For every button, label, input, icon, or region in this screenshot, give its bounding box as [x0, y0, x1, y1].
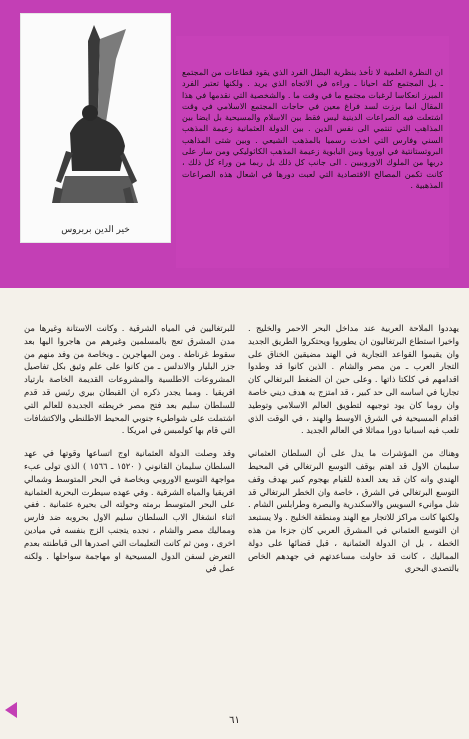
article-paragraph: للبرتغاليين في المياه الشرقية . وكانت الاستانة وغيرها من مدن المشرق تعج بالمسلمين وغيرهم من هاجروا اليها بعد سقوط غرناطة . ومن المهاجرين ـ وبخاصة من وفد منهم من جزر البليار والاندلس ـ من كانوا على علم وثيق بكل تفاصيل المشروعات الاطلسية والمشروعات القديمة الخاصة بارتياد افريقيا . ومما يجدر ذكره ان القبطان بيري رئيس قد قدم للسلطان سليم بعد فتح مصر خريطته الجديدة للعالم التي اشتملت على شواطيء جنوبي المحيط الاطلنطي والاكتشافات التي قام بها كولمبس في امريكا .	[24, 323, 235, 436]
intro-box	[176, 36, 449, 268]
photo-caption: خير الدين بربروس	[61, 225, 130, 235]
portrait-photo	[20, 13, 171, 243]
article-paragraph: وهناك من المؤشرات ما يدل على أن السلطان العثماني سليمان الاول قد اهتم بوقف التوسع البرتغالي في المحيط الهندي وانه كان قد يعد العدة للقيام بهجوم كبير يهدف وقف التوسع البرتغالي في الشرق ، خاصة وان الخطر البرتغالي قد شل موانيء السويس والاسكندرية والبصرة وطرابلس الشام . ولكنها كانت مراكز للاتجار مع الهند ومنطقة الخليج . ولا يستبعد ان التوسع العثماني في المشرق العربي كان جزءا من هذه الخطة ، بل ان الدولة العثمانية ، قبل قضائها على دولة المماليك ، كانت قد حاولت مساعدتهم في جهدهم الخاص بالتصدي البحري	[248, 448, 459, 574]
page-number: ٦١	[229, 715, 240, 726]
statue-illustration	[30, 21, 160, 206]
article-paragraph: وقد وصلت الدولة العثمانية اوج اتساعها وقوتها في عهد السلطان سليمان القانوني ( ١٥٢٠ ـ ١٥٦٦ ) الذي تولى عبء مواجهة التوسع الاوروبي وبخاصة في البحر المتوسط وشمالي افريقيا والمياه الشرقية . وفي عهده سيطرت البحرية العثمانية على البحر المتوسط برمته وحولته الى بحيرة عثمانية . ففي اثناء انشغال الاب السلطان سليم الاول بحروبه ضد فارس ومماليك مصر والشام ، نجده يتجنب الزج بنفسه في ميادين اخرى ، ومن ثم كانت التعليمات التي اصدرها الى قباطنته بعدم التعرض لسفن الدول المسيحية او مهاجمة سواحلها . ولكنه عمل في	[24, 448, 235, 574]
article-column-left	[24, 322, 235, 712]
intro-paragraph: ان النظرة العلمية لا تأخذ بنظرية البطل الفرد الذي يقود قطاعات من المجتمع ـ بل المجتمع كله احيانا ـ وراءه في الاتجاه الذي يريد . ولكنها تعتبر الفرد المبرز انعكاسا لرغبات مجتمع ما في وقت ما . والشخصية التي نقدمها في هذا المقال انما برزت لسد فراغ معين في حاجات المجتمع الاسلامي في وقت اشتعلت فيه الصراعات الدينية ليس فقط بين الاسلام والمسيحية بل ايضا بين المذاهب التي تنتمي الى نفس الدين . بين الدولة العثمانية زعيمة المذهب السني وفارس التي اخذت رسميا بالمذهب الشيعي . وبين شتى المذاهب البروتستانتية في اوروبا وبين البابوية زعيمة المذهب الكاثوليكي ومن سار على دربها من الملوك الاوروبيين . الى جانب كل ذلك بل ربما من وراء كل ذلك ، كانت تكمن المصالح الاقتصادية التي لعبت دورها في اشعال هذه الصراعات المذهبية .	[182, 67, 443, 190]
article-paragraph: يهددوا الملاحة العربية عند مداخل البحر الاحمر والخليج . واخيرا استطاع البرتغاليون ان يطوروا ويحتكروا الطريق الجديد وان يقيموا القواعد التجارية في الهند مضيقين الخناق على التجار العرب ـ من مصر والشام . الذين كانوا قد وطدوا اقدامهم في كلكتا ذاتها . وعلى حين ان الضغط البرتغالي كان تجاريا في اساسه الى حد كبير ، قد امتزج به هدف ديني خاصة وان روما كان يود توجيهه لتطويق العالم الاسلامي وتوطيد اقدام المسيحية في الشرق الاوسط والهند ، في الوقت الذي تلعب فيه اسبانيا دورا مماثلا في العالم الجديد .	[248, 323, 459, 436]
article-column-right	[248, 322, 459, 712]
